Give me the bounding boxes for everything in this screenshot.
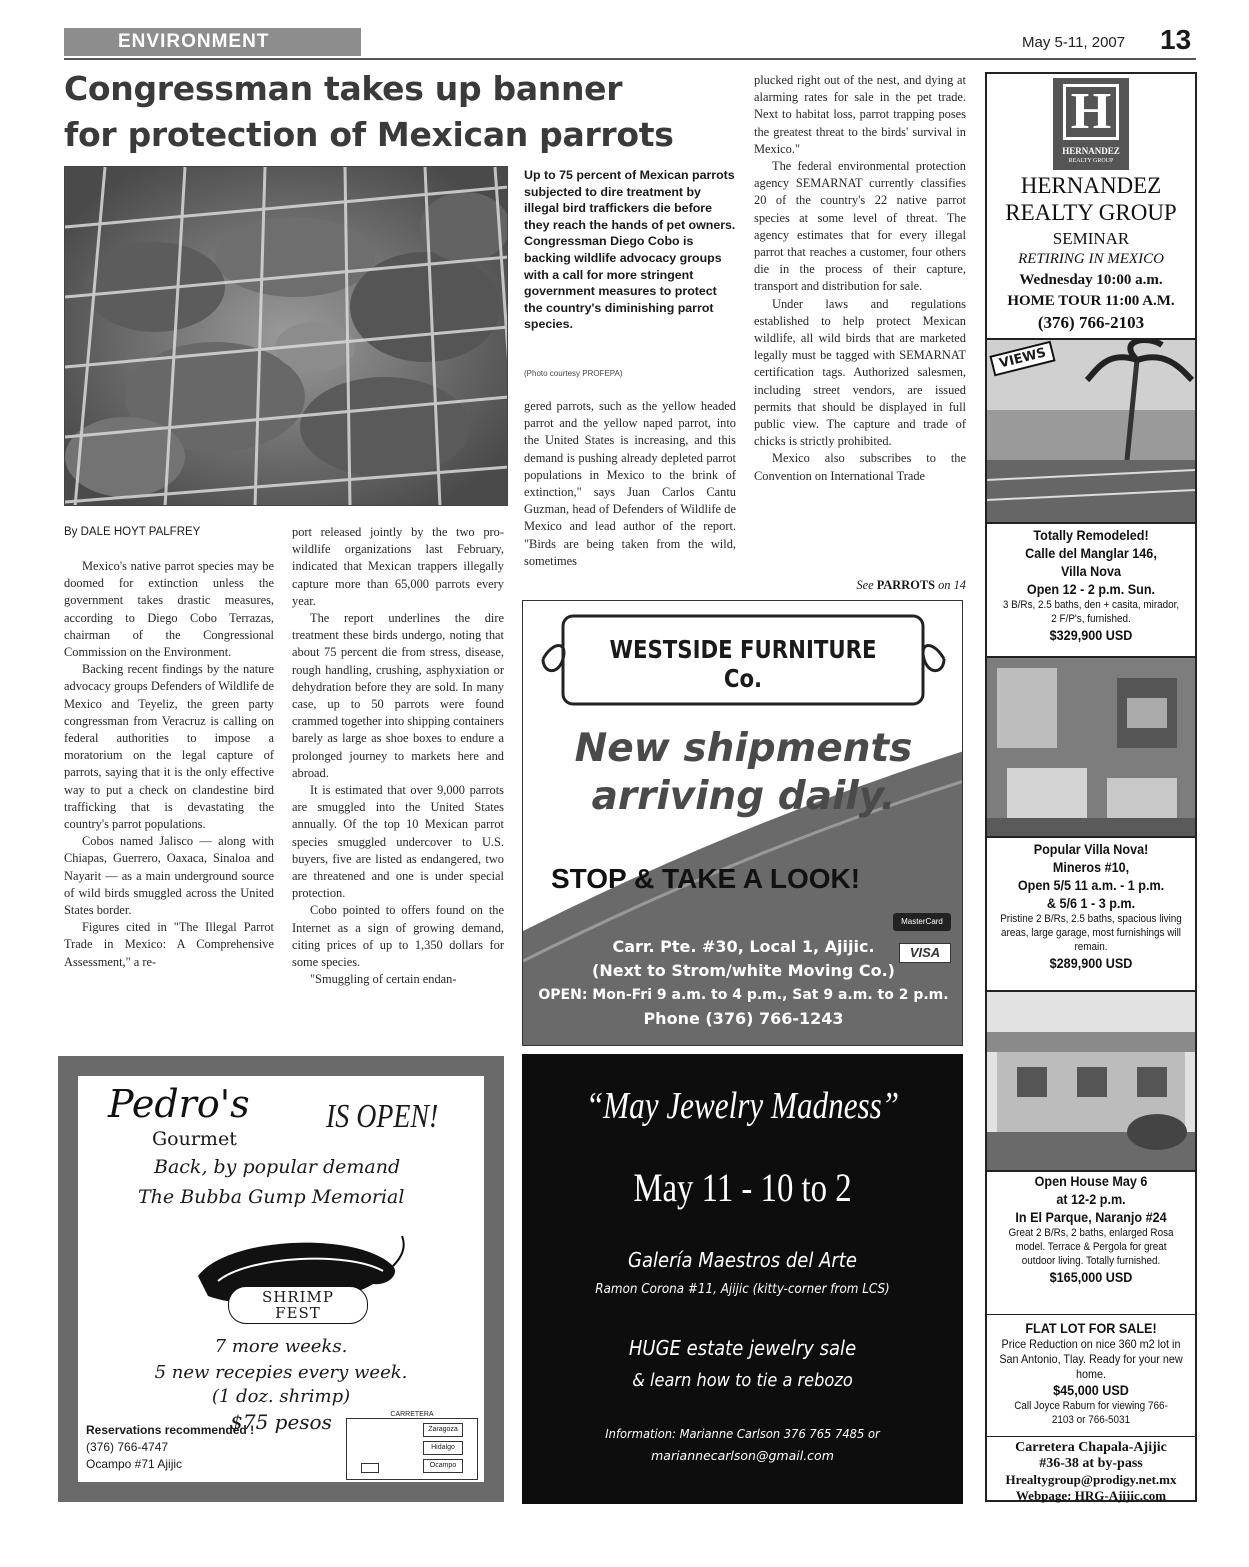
listing-3-details: Great 2 B/Rs, 2 baths, enlarged Rosa model. Terrace & Pergola for great outdoor living. Totally furnished.: [1008, 1227, 1174, 1267]
paragraph: Backing recent findings by the nature advocacy groups Defenders of Wildlife de Mexico and Teyeliz, the green party congressman from Veracruz is calling on federal authorities to impose a moratorium on the legal capture of parrots, saying that it is the only effective way to put a check on clandestine bird trafficking that is devastating the country's parrot populations.: [64, 662, 274, 832]
jewelry-sale: HUGE estate jewelry sale: [628, 1336, 857, 1360]
paragraph: It is estimated that over 9,000 parrots are smuggled into the United States annually. Of the top 10 Mexican parrot species smuggled undercover to U.S. buyers, five are listed as endangered, two are threatened and one is under special protection.: [292, 783, 504, 901]
realty-name: [987, 172, 1195, 226]
paragraph: Cobos named Jalisco — along with Chiapas, Guerrero, Oaxaca, Sinaloa and Nayarit — as a main underground source of wild birds smuggled across the United States border.: [64, 834, 274, 918]
listing-1-details: 3 B/Rs, 2.5 baths, den + casita, mirador, 2 F/P's, furnished.: [1002, 599, 1180, 625]
photo-credit: (Photo courtesy PROFEPA): [524, 369, 623, 378]
section-label: ENVIRONMENT: [64, 28, 361, 56]
jewelry-venue: Galería Maestros del Arte: [628, 1248, 857, 1272]
byline: By DALE HOYT PALFREY: [64, 526, 201, 538]
shrimp-fest-line-2: FEST: [275, 1304, 321, 1322]
lot-contact: Call Joyce Raburn for viewing 766-2103 or 766-5031: [1014, 1400, 1168, 1426]
lot-details: Price Reduction on nice 360 m2 lot in San Antonio, Tlay. Ready for your new home.: [999, 1337, 1183, 1381]
shrimp-fest-badge: [228, 1286, 368, 1324]
continued-prefix: See: [856, 578, 874, 592]
map-road-label: CARRETERA: [353, 1411, 471, 1418]
realty-email[interactable]: Hrealtygroup@prodigy.net.mx: [1005, 1472, 1177, 1487]
realty-logo: [1053, 78, 1129, 170]
realty-phone: (376) 766-2103: [1037, 313, 1145, 332]
realty-address-1: Carretera Chapala-Ajijic: [1015, 1440, 1167, 1455]
pedros-gourmet-ad: [58, 1056, 504, 1502]
listing-2-photo: [987, 656, 1195, 838]
article-headline: [64, 66, 744, 158]
article-column-3: [524, 398, 736, 570]
article-column-4: [754, 72, 966, 485]
pedros-is-open: IS OPEN!: [326, 1098, 439, 1135]
article-column-1: [64, 558, 274, 971]
pedros-name: Pedro's: [108, 1082, 250, 1126]
realty-address-2: #36-38 at by-pass: [1039, 1456, 1143, 1471]
pedros-contact: [86, 1422, 254, 1473]
realty-divider: [987, 1436, 1195, 1437]
header-rule: [64, 58, 1196, 60]
paragraph: The federal environmental protection agency SEMARNAT currently classifies 20 of the country's 22 native parrot species at some level of threat. The agency estimates that for every illegal parrot that reaches a customer, four others die in the process of their capture, transport and distribution for sale.: [754, 159, 966, 294]
listing-3-title: Open House May 6: [1034, 1173, 1148, 1189]
slogan-line-2: arriving daily.: [591, 774, 896, 819]
hernandez-realty-ad: [985, 72, 1197, 1502]
listing-3-place: In El Parque, Naranjo #24: [1015, 1209, 1167, 1225]
map-street-3: Ocampo: [423, 1459, 463, 1473]
jewelry-date: May 11 - 10 to 2: [633, 1165, 852, 1210]
headline-line-1: Congressman takes up banner: [64, 69, 623, 108]
paragraph: Figures cited in "The Illegal Parrot Trade in Mexico: A Comprehensive Assessment," a re-: [64, 920, 274, 969]
article-column-2: [292, 524, 504, 988]
realty-divider: [987, 1314, 1195, 1315]
pedros-address: Ocampo #71 Ajijic: [86, 1457, 183, 1471]
paragraph: plucked right out of the nest, and dying at alarming rates for sale in the pet trade. Next to habitat loss, parrot trapping poses the greatest threat to the birds' survival in Mexico.": [754, 73, 966, 156]
lot-title: FLAT LOT FOR SALE!: [1025, 1320, 1157, 1336]
paragraph: The report underlines the dire treatment these birds undergo, noting that about 75 percent die from stress, disease, rough handling, crushing, asphyxiation or dehydration before they are sold. In many case, up to 50 parrots were found crammed together into shipping containers barely as large as shoe boxes to endure a prolonged journey to markets here and abroad.: [292, 611, 504, 780]
westside-next-to: (Next to Strom/white Moving Co.): [592, 961, 895, 980]
jewelry-title: “May Jewelry Madness”: [585, 1085, 900, 1127]
pedros-location-map: [346, 1411, 478, 1480]
pedros-gourmet: Gourmet: [152, 1128, 237, 1150]
pedros-price: $75 pesos: [230, 1410, 332, 1434]
westside-contact: [523, 935, 963, 1031]
jewelry-madness-ad: [522, 1054, 963, 1504]
paragraph: Cobo pointed to offers found on the Internet as a sign of growing demand, citing prices of up to 1,350 dollars for some species.: [292, 903, 504, 970]
parrot-cage-photo: [64, 166, 508, 506]
paragraph: "Smuggling of certain endan-: [310, 972, 457, 987]
realty-footer: [987, 1440, 1195, 1504]
listing-3-time: at 12-2 p.m.: [1056, 1191, 1126, 1207]
listing-1-photo: [987, 338, 1195, 524]
realty-logo-sub: REALTY GROUP: [1068, 158, 1114, 164]
flat-lot: [997, 1320, 1184, 1427]
jewelry-rebozo: & learn how to tie a rebozo: [632, 1370, 853, 1391]
realty-retiring: RETIRING IN MEXICO: [1018, 251, 1164, 267]
westside-phone: Phone (376) 766-1243: [643, 1009, 844, 1028]
realty-web[interactable]: Webpage: HRG-Ajijic.com: [1015, 1488, 1167, 1503]
views-badge: VIEWS: [989, 341, 1056, 377]
realty-logo-mark: H: [1063, 84, 1119, 140]
listing-1-open: Open 12 - 2 p.m. Sun.: [1026, 581, 1156, 597]
paragraph: Mexico's native parrot species may be doomed for extinction unless the government takes drastic measures, according to Diego Cobo Terrazas, chairman of the Congressional Commission on the Environment.: [64, 559, 274, 660]
pedros-dozen: (1 doz. shrimp): [211, 1386, 351, 1407]
listing-2-details: Pristine 2 B/Rs, 2.5 baths, spacious living areas, large garage, most furnishings will remain.: [1000, 913, 1182, 953]
listing-3: [997, 1172, 1184, 1286]
visa-logo: VISA: [899, 943, 951, 963]
listing-2: [997, 840, 1184, 972]
jewelry-email[interactable]: mariannecarlson@gmail.com: [651, 1448, 834, 1463]
map-street-1: Zaragoza: [423, 1423, 463, 1437]
pedros-memorial: The Bubba Gump Memorial: [138, 1186, 405, 1208]
shrimp-fest-line-1: SHRIMP: [261, 1288, 335, 1306]
listing-2-title: Popular Villa Nova!: [1033, 841, 1149, 857]
issue-date: May 5-11, 2007: [1022, 34, 1126, 51]
continued-suffix: on 14: [938, 578, 966, 592]
realty-name-line-1: HERNANDEZ: [1020, 173, 1162, 198]
continued-word: PARROTS: [876, 578, 935, 592]
listing-2-street: Mineros #10,: [1052, 859, 1130, 875]
listing-1-area: Villa Nova: [1060, 563, 1121, 579]
pedros-ad-panel: [78, 1076, 484, 1482]
paragraph: Mexico also subscribes to the Convention on International Trade: [754, 451, 966, 483]
headline-line-2: for protection of Mexican parrots: [64, 115, 674, 154]
pedros-back: Back, by popular demand: [154, 1156, 401, 1178]
lot-price: $45,000 USD: [1053, 1382, 1129, 1398]
realty-name-line-2: REALTY GROUP: [1005, 200, 1177, 225]
listing-1-title: Totally Remodeled!: [1033, 527, 1149, 543]
listing-2-open-2: & 5/6 1 - 3 p.m.: [1046, 895, 1136, 911]
westside-name: WESTSIDE FURNITURE Co.: [609, 635, 877, 693]
continued-jump[interactable]: [760, 578, 966, 593]
pedros-weeks: 7 more weeks.: [214, 1336, 348, 1357]
listing-1: [997, 526, 1184, 644]
jewelry-info: Information: Marianne Carlson 376 765 7485 or: [605, 1426, 880, 1441]
listing-1-street: Calle del Manglar 146,: [1025, 545, 1157, 561]
realty-home-tour: HOME TOUR 11:00 A.M.: [1007, 293, 1175, 309]
page-number: 13: [1160, 24, 1192, 55]
realty-logo-text: HERNANDEZ: [1062, 146, 1120, 156]
realty-seminar-block: [987, 228, 1195, 333]
paragraph: gered parrots, such as the yellow headed parrot and the yellow naped parrot, into the United States is increasing, and this demand is pushing already depleted parrot populations in Mexico to the brink of extinction," says Juan Carlos Cantu Guzman, head of Defenders of Wildlife de Mexico and lead author of the report. "Birds are being taken from the wild, sometimes: [524, 399, 736, 568]
paragraph: port released jointly by the two pro-wildlife organizations last February, indicated that Mexican trappers illegally capture more than 65,000 parrots every year.: [292, 525, 504, 608]
westside-cta: STOP & TAKE A LOOK!: [551, 863, 861, 894]
pedros-phone: (376) 766-4747: [86, 1440, 169, 1454]
listing-2-price: $289,900 USD: [1049, 955, 1133, 971]
westside-furniture-ad: [522, 600, 963, 1046]
pedros-reservations: Reservations recommended !: [86, 1423, 255, 1437]
jewelry-address: Ramon Corona #11, Ajijic (kitty-corner from LCS): [595, 1282, 890, 1297]
pedros-recipes: 5 new recepies every week.: [154, 1362, 408, 1383]
listing-3-photo: [987, 990, 1195, 1172]
realty-seminar: SEMINAR: [1052, 229, 1130, 248]
map-marker: [361, 1463, 379, 1473]
listing-3-price: $165,000 USD: [1049, 1269, 1133, 1285]
photo-caption: Up to 75 percent of Mexican parrots subjected to dire treatment by illegal bird traffickers die before they reach the hands of pet owners. Congressman Diego Cobo is backing wildlife advocacy groups with a call for more stringent government measures to protect the country's diminishing parrot species.: [524, 168, 736, 332]
westside-hours: OPEN: Mon-Fri 9 a.m. to 4 p.m., Sat 9 a.m. to 2 p.m.: [538, 987, 949, 1003]
paragraph: Under laws and regulations established to help protect Mexican wildlife, all wild birds that are marketed legally must be tagged with SEMARNAT certification tags. Authorized salesmen, including street vendors, are issued permits that should be displayed in full public view. The capture and trade of chicks is strictly prohibited.: [754, 296, 966, 449]
slogan-line-1: New shipments: [574, 726, 913, 771]
listing-2-open-1: Open 5/5 11 a.m. - 1 p.m.: [1017, 877, 1165, 893]
realty-wednesday: Wednesday 10:00 a.m.: [1019, 272, 1163, 288]
listing-1-price: $329,900 USD: [1049, 627, 1133, 643]
westside-address: Carr. Pte. #30, Local 1, Ajijic.: [612, 937, 875, 956]
westside-slogan: [523, 725, 963, 821]
map-street-2: Hidalgo: [423, 1441, 463, 1455]
mastercard-logo: MasterCard: [893, 913, 951, 931]
